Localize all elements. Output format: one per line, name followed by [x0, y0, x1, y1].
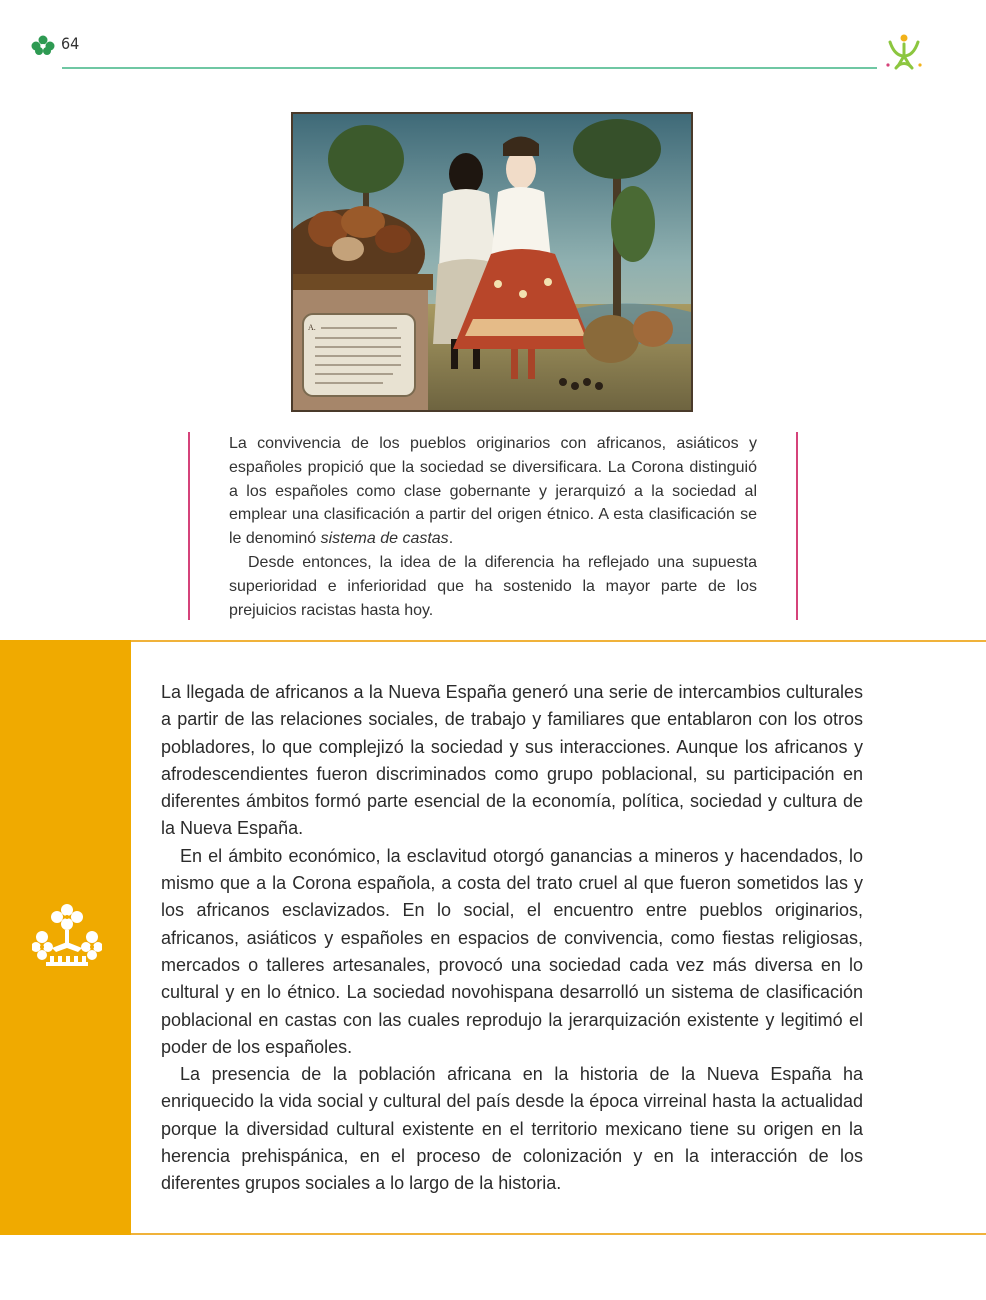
section-top-rule [131, 640, 986, 642]
caption-paragraph: Desde entonces, la idea de la diferencia ha reflejado una supuesta superioridad e inferioridad que ha sostenido la mayor parte de los prejuicios racistas hasta hoy. [229, 553, 757, 619]
green-flower-icon [30, 34, 56, 56]
caption-paragraph-end: . [448, 530, 454, 548]
caption-box [188, 432, 798, 620]
section-bottom-rule [131, 1233, 986, 1235]
main-text [161, 679, 863, 1198]
caption-emphasis: sistema de castas [320, 530, 449, 548]
caption-paragraph-text: La convivencia de los pueblos originarios con africanos, asiáticos y españoles propició que la sociedad se diversificara. La Corona distinguió a los españoles como clase gobernante y jerarquizó a la sociedad al emplear una clasificación a partir del origen étnico. A esta clasificación se le denominó [229, 435, 757, 548]
inscription-letter: A. [308, 323, 316, 332]
page-number: 64 [61, 34, 80, 53]
caption-bar-left [188, 432, 190, 620]
caption-bar-right [796, 432, 798, 620]
main-paragraph: En el ámbito económico, la esclavitud otorgó ganancias a mineros y hacendados, lo mismo que a la Corona española, a costa del trato cruel al que fueron sometidos las y los africanos esclavizados. En lo social, el encuentro entre pueblos originarios, africanos, asiáticos y españoles en espacios de convivencia, como fiestas religiosas, mercados o talleres artesanales, provocó una sociedad cada vez más diversa en lo cultural y en lo étnico. La sociedad novohispana desarrolló un sistema de clasificación poblacional en castas con las cuales reprodujo la jerarquización existente y legitimó el poder de los españoles. [161, 845, 863, 1057]
main-paragraph: La presencia de la población africana en la historia de la Nueva España ha enriquecido la vida social y cultural del país desde la época virreinal hasta la actualidad porque la diversidad cultural existente en el territorio mexicano tiene su origen en la herencia prehispánica, en el proceso de colonización y en la interacción de los diferentes grupos sociales a lo largo de la historia. [161, 1064, 863, 1194]
casta-painting [291, 112, 693, 412]
caption-paragraph [229, 432, 757, 551]
main-paragraph: La llegada de africanos a la Nueva España generó una serie de intercambios culturales a partir de las relaciones sociales, de trabajo y familiares que entablaron con los otros pobladores, lo que complejizó la sociedad y sus interacciones. Aunque los africanos y afrodescendientes fueron discriminados como grupo poblacional, su participación en diferentes ámbitos formó parte esencial de la economía, política, sociedad y cultura de la Nueva España. [161, 682, 863, 839]
green-yellow-figure-emblem-icon [884, 32, 924, 72]
white-flower-ornament-icon [32, 902, 102, 972]
caption-text [229, 432, 757, 622]
header-rule [62, 67, 877, 69]
